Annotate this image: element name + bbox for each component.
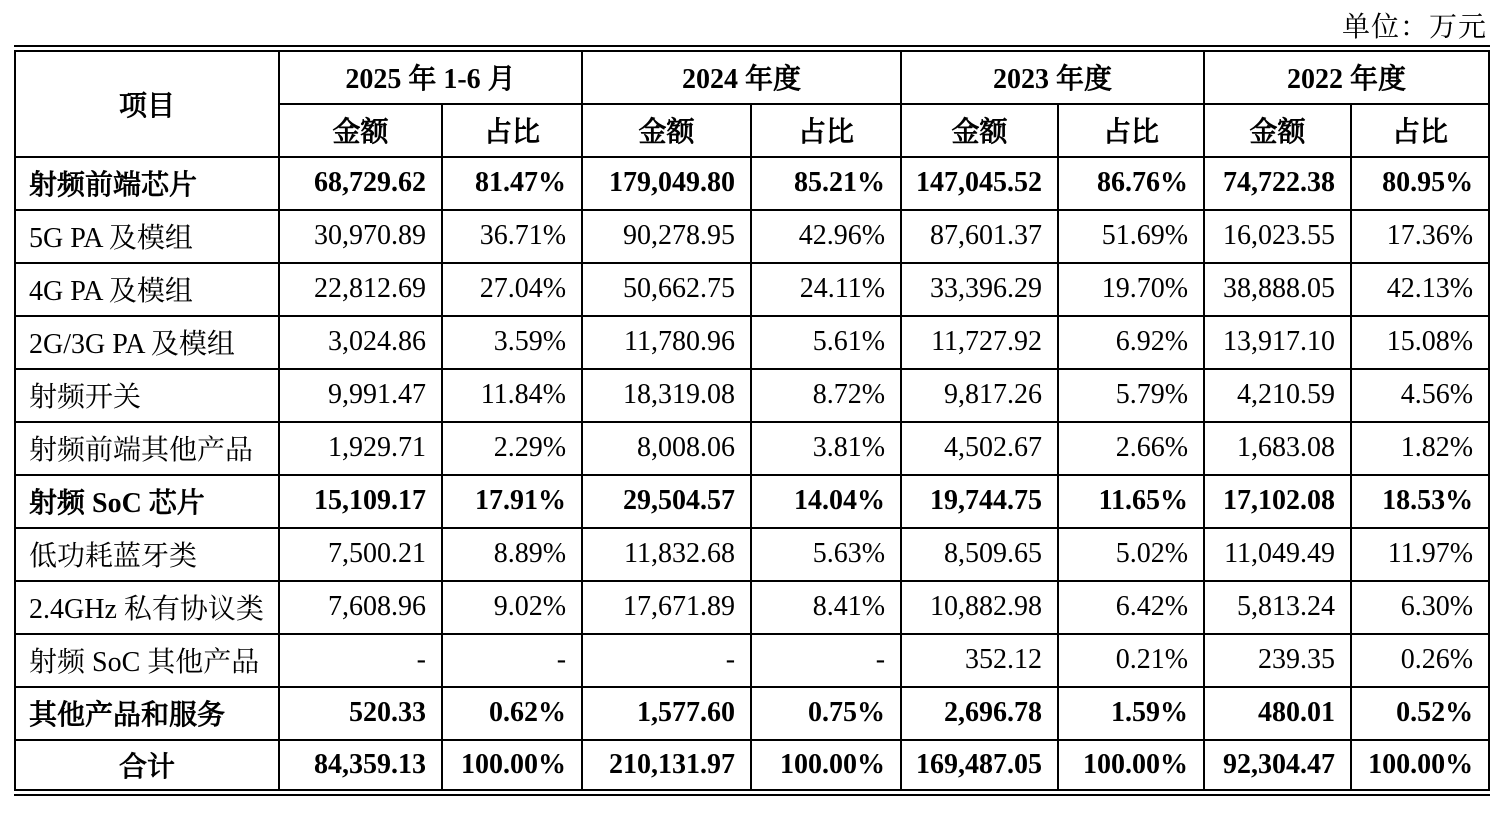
- amount-cell: 19,744.75: [901, 475, 1058, 528]
- period-header-2023: 2023 年度: [901, 49, 1204, 104]
- ratio-cell: 100.00%: [1058, 740, 1204, 793]
- revenue-table-wrap: [14, 45, 1488, 796]
- amount-cell: 74,722.38: [1204, 157, 1351, 210]
- amount-cell: 4,502.67: [901, 422, 1058, 475]
- column-header-item: 项目: [15, 49, 279, 157]
- table-body: [15, 157, 1489, 793]
- amount-cell: 38,888.05: [1204, 263, 1351, 316]
- amount-cell: 29,504.57: [582, 475, 751, 528]
- subheader-ratio-2024: 占比: [751, 104, 901, 157]
- period-header-2022: 2022 年度: [1204, 49, 1489, 104]
- ratio-cell: 8.72%: [751, 369, 901, 422]
- amount-cell: 11,727.92: [901, 316, 1058, 369]
- ratio-cell: 6.30%: [1351, 581, 1489, 634]
- ratio-cell: 0.21%: [1058, 634, 1204, 687]
- amount-cell: 18,319.08: [582, 369, 751, 422]
- amount-cell: 7,500.21: [279, 528, 442, 581]
- ratio-cell: 42.13%: [1351, 263, 1489, 316]
- amount-cell: 11,780.96: [582, 316, 751, 369]
- amount-cell: 352.12: [901, 634, 1058, 687]
- amount-cell: 33,396.29: [901, 263, 1058, 316]
- table-row: [15, 581, 1489, 634]
- ratio-cell: 80.95%: [1351, 157, 1489, 210]
- ratio-cell: 15.08%: [1351, 316, 1489, 369]
- amount-cell: 480.01: [1204, 687, 1351, 740]
- amount-cell: 15,109.17: [279, 475, 442, 528]
- amount-cell: 169,487.05: [901, 740, 1058, 793]
- amount-cell: 2,696.78: [901, 687, 1058, 740]
- amount-cell: 3,024.86: [279, 316, 442, 369]
- amount-cell: 11,832.68: [582, 528, 751, 581]
- amount-cell: 11,049.49: [1204, 528, 1351, 581]
- row-label: 射频 SoC 其他产品: [15, 634, 279, 687]
- ratio-cell: 11.65%: [1058, 475, 1204, 528]
- ratio-cell: 100.00%: [1351, 740, 1489, 793]
- ratio-cell: 0.26%: [1351, 634, 1489, 687]
- row-label: 低功耗蓝牙类: [15, 528, 279, 581]
- ratio-cell: 5.63%: [751, 528, 901, 581]
- ratio-cell: 100.00%: [442, 740, 582, 793]
- ratio-cell: 2.29%: [442, 422, 582, 475]
- amount-cell: 210,131.97: [582, 740, 751, 793]
- amount-cell: 1,683.08: [1204, 422, 1351, 475]
- ratio-cell: 1.82%: [1351, 422, 1489, 475]
- period-header-2025h1: 2025 年 1-6 月: [279, 49, 582, 104]
- ratio-cell: 6.42%: [1058, 581, 1204, 634]
- row-label: 2G/3G PA 及模组: [15, 316, 279, 369]
- ratio-cell: 4.56%: [1351, 369, 1489, 422]
- ratio-cell: 5.02%: [1058, 528, 1204, 581]
- ratio-cell: 18.53%: [1351, 475, 1489, 528]
- ratio-cell: 5.61%: [751, 316, 901, 369]
- ratio-cell: 8.41%: [751, 581, 901, 634]
- ratio-cell: 14.04%: [751, 475, 901, 528]
- ratio-cell: 81.47%: [442, 157, 582, 210]
- ratio-cell: -: [751, 634, 901, 687]
- amount-cell: 30,970.89: [279, 210, 442, 263]
- ratio-cell: 86.76%: [1058, 157, 1204, 210]
- table-row: [15, 528, 1489, 581]
- amount-cell: -: [582, 634, 751, 687]
- ratio-cell: 17.91%: [442, 475, 582, 528]
- subheader-amount-2023: 金额: [901, 104, 1058, 157]
- amount-cell: 17,102.08: [1204, 475, 1351, 528]
- amount-cell: 10,882.98: [901, 581, 1058, 634]
- ratio-cell: 36.71%: [442, 210, 582, 263]
- amount-cell: 9,991.47: [279, 369, 442, 422]
- ratio-cell: 0.62%: [442, 687, 582, 740]
- amount-cell: 87,601.37: [901, 210, 1058, 263]
- ratio-cell: 24.11%: [751, 263, 901, 316]
- header-row-periods: [15, 49, 1489, 104]
- amount-cell: 16,023.55: [1204, 210, 1351, 263]
- amount-cell: 92,304.47: [1204, 740, 1351, 793]
- ratio-cell: 0.52%: [1351, 687, 1489, 740]
- row-label: 2.4GHz 私有协议类: [15, 581, 279, 634]
- ratio-cell: 100.00%: [751, 740, 901, 793]
- amount-cell: 239.35: [1204, 634, 1351, 687]
- ratio-cell: 3.81%: [751, 422, 901, 475]
- period-header-2024: 2024 年度: [582, 49, 901, 104]
- table-row: [15, 157, 1489, 210]
- amount-cell: 13,917.10: [1204, 316, 1351, 369]
- table-row: [15, 740, 1489, 793]
- subheader-ratio-2022: 占比: [1351, 104, 1489, 157]
- amount-cell: 520.33: [279, 687, 442, 740]
- ratio-cell: 19.70%: [1058, 263, 1204, 316]
- subheader-amount-2025h1: 金额: [279, 104, 442, 157]
- ratio-cell: 8.89%: [442, 528, 582, 581]
- row-label: 合计: [15, 740, 279, 793]
- amount-cell: 90,278.95: [582, 210, 751, 263]
- ratio-cell: 51.69%: [1058, 210, 1204, 263]
- amount-cell: 179,049.80: [582, 157, 751, 210]
- row-label: 射频开关: [15, 369, 279, 422]
- amount-cell: 84,359.13: [279, 740, 442, 793]
- ratio-cell: 9.02%: [442, 581, 582, 634]
- subheader-ratio-2025h1: 占比: [442, 104, 582, 157]
- amount-cell: 5,813.24: [1204, 581, 1351, 634]
- revenue-breakdown-table: [14, 45, 1490, 796]
- table-row: [15, 263, 1489, 316]
- ratio-cell: -: [442, 634, 582, 687]
- ratio-cell: 2.66%: [1058, 422, 1204, 475]
- subheader-amount-2024: 金额: [582, 104, 751, 157]
- amount-cell: -: [279, 634, 442, 687]
- ratio-cell: 6.92%: [1058, 316, 1204, 369]
- table-row: [15, 316, 1489, 369]
- amount-cell: 68,729.62: [279, 157, 442, 210]
- row-label: 射频前端其他产品: [15, 422, 279, 475]
- amount-cell: 8,509.65: [901, 528, 1058, 581]
- table-row: [15, 422, 1489, 475]
- row-label: 射频前端芯片: [15, 157, 279, 210]
- row-label: 其他产品和服务: [15, 687, 279, 740]
- ratio-cell: 11.97%: [1351, 528, 1489, 581]
- row-label: 射频 SoC 芯片: [15, 475, 279, 528]
- ratio-cell: 17.36%: [1351, 210, 1489, 263]
- amount-cell: 1,929.71: [279, 422, 442, 475]
- table-row: [15, 687, 1489, 740]
- ratio-cell: 5.79%: [1058, 369, 1204, 422]
- amount-cell: 4,210.59: [1204, 369, 1351, 422]
- amount-cell: 8,008.06: [582, 422, 751, 475]
- table-row: [15, 634, 1489, 687]
- table-row: [15, 475, 1489, 528]
- ratio-cell: 0.75%: [751, 687, 901, 740]
- subheader-ratio-2023: 占比: [1058, 104, 1204, 157]
- row-label: 5G PA 及模组: [15, 210, 279, 263]
- amount-cell: 147,045.52: [901, 157, 1058, 210]
- amount-cell: 17,671.89: [582, 581, 751, 634]
- amount-cell: 22,812.69: [279, 263, 442, 316]
- amount-cell: 7,608.96: [279, 581, 442, 634]
- ratio-cell: 1.59%: [1058, 687, 1204, 740]
- ratio-cell: 3.59%: [442, 316, 582, 369]
- ratio-cell: 27.04%: [442, 263, 582, 316]
- unit-label: 单位：万元: [1341, 12, 1487, 43]
- ratio-cell: 11.84%: [442, 369, 582, 422]
- row-label: 4G PA 及模组: [15, 263, 279, 316]
- ratio-cell: 85.21%: [751, 157, 901, 210]
- ratio-cell: 42.96%: [751, 210, 901, 263]
- amount-cell: 50,662.75: [582, 263, 751, 316]
- table-row: [15, 210, 1489, 263]
- table-row: [15, 369, 1489, 422]
- amount-cell: 1,577.60: [582, 687, 751, 740]
- subheader-amount-2022: 金额: [1204, 104, 1351, 157]
- amount-cell: 9,817.26: [901, 369, 1058, 422]
